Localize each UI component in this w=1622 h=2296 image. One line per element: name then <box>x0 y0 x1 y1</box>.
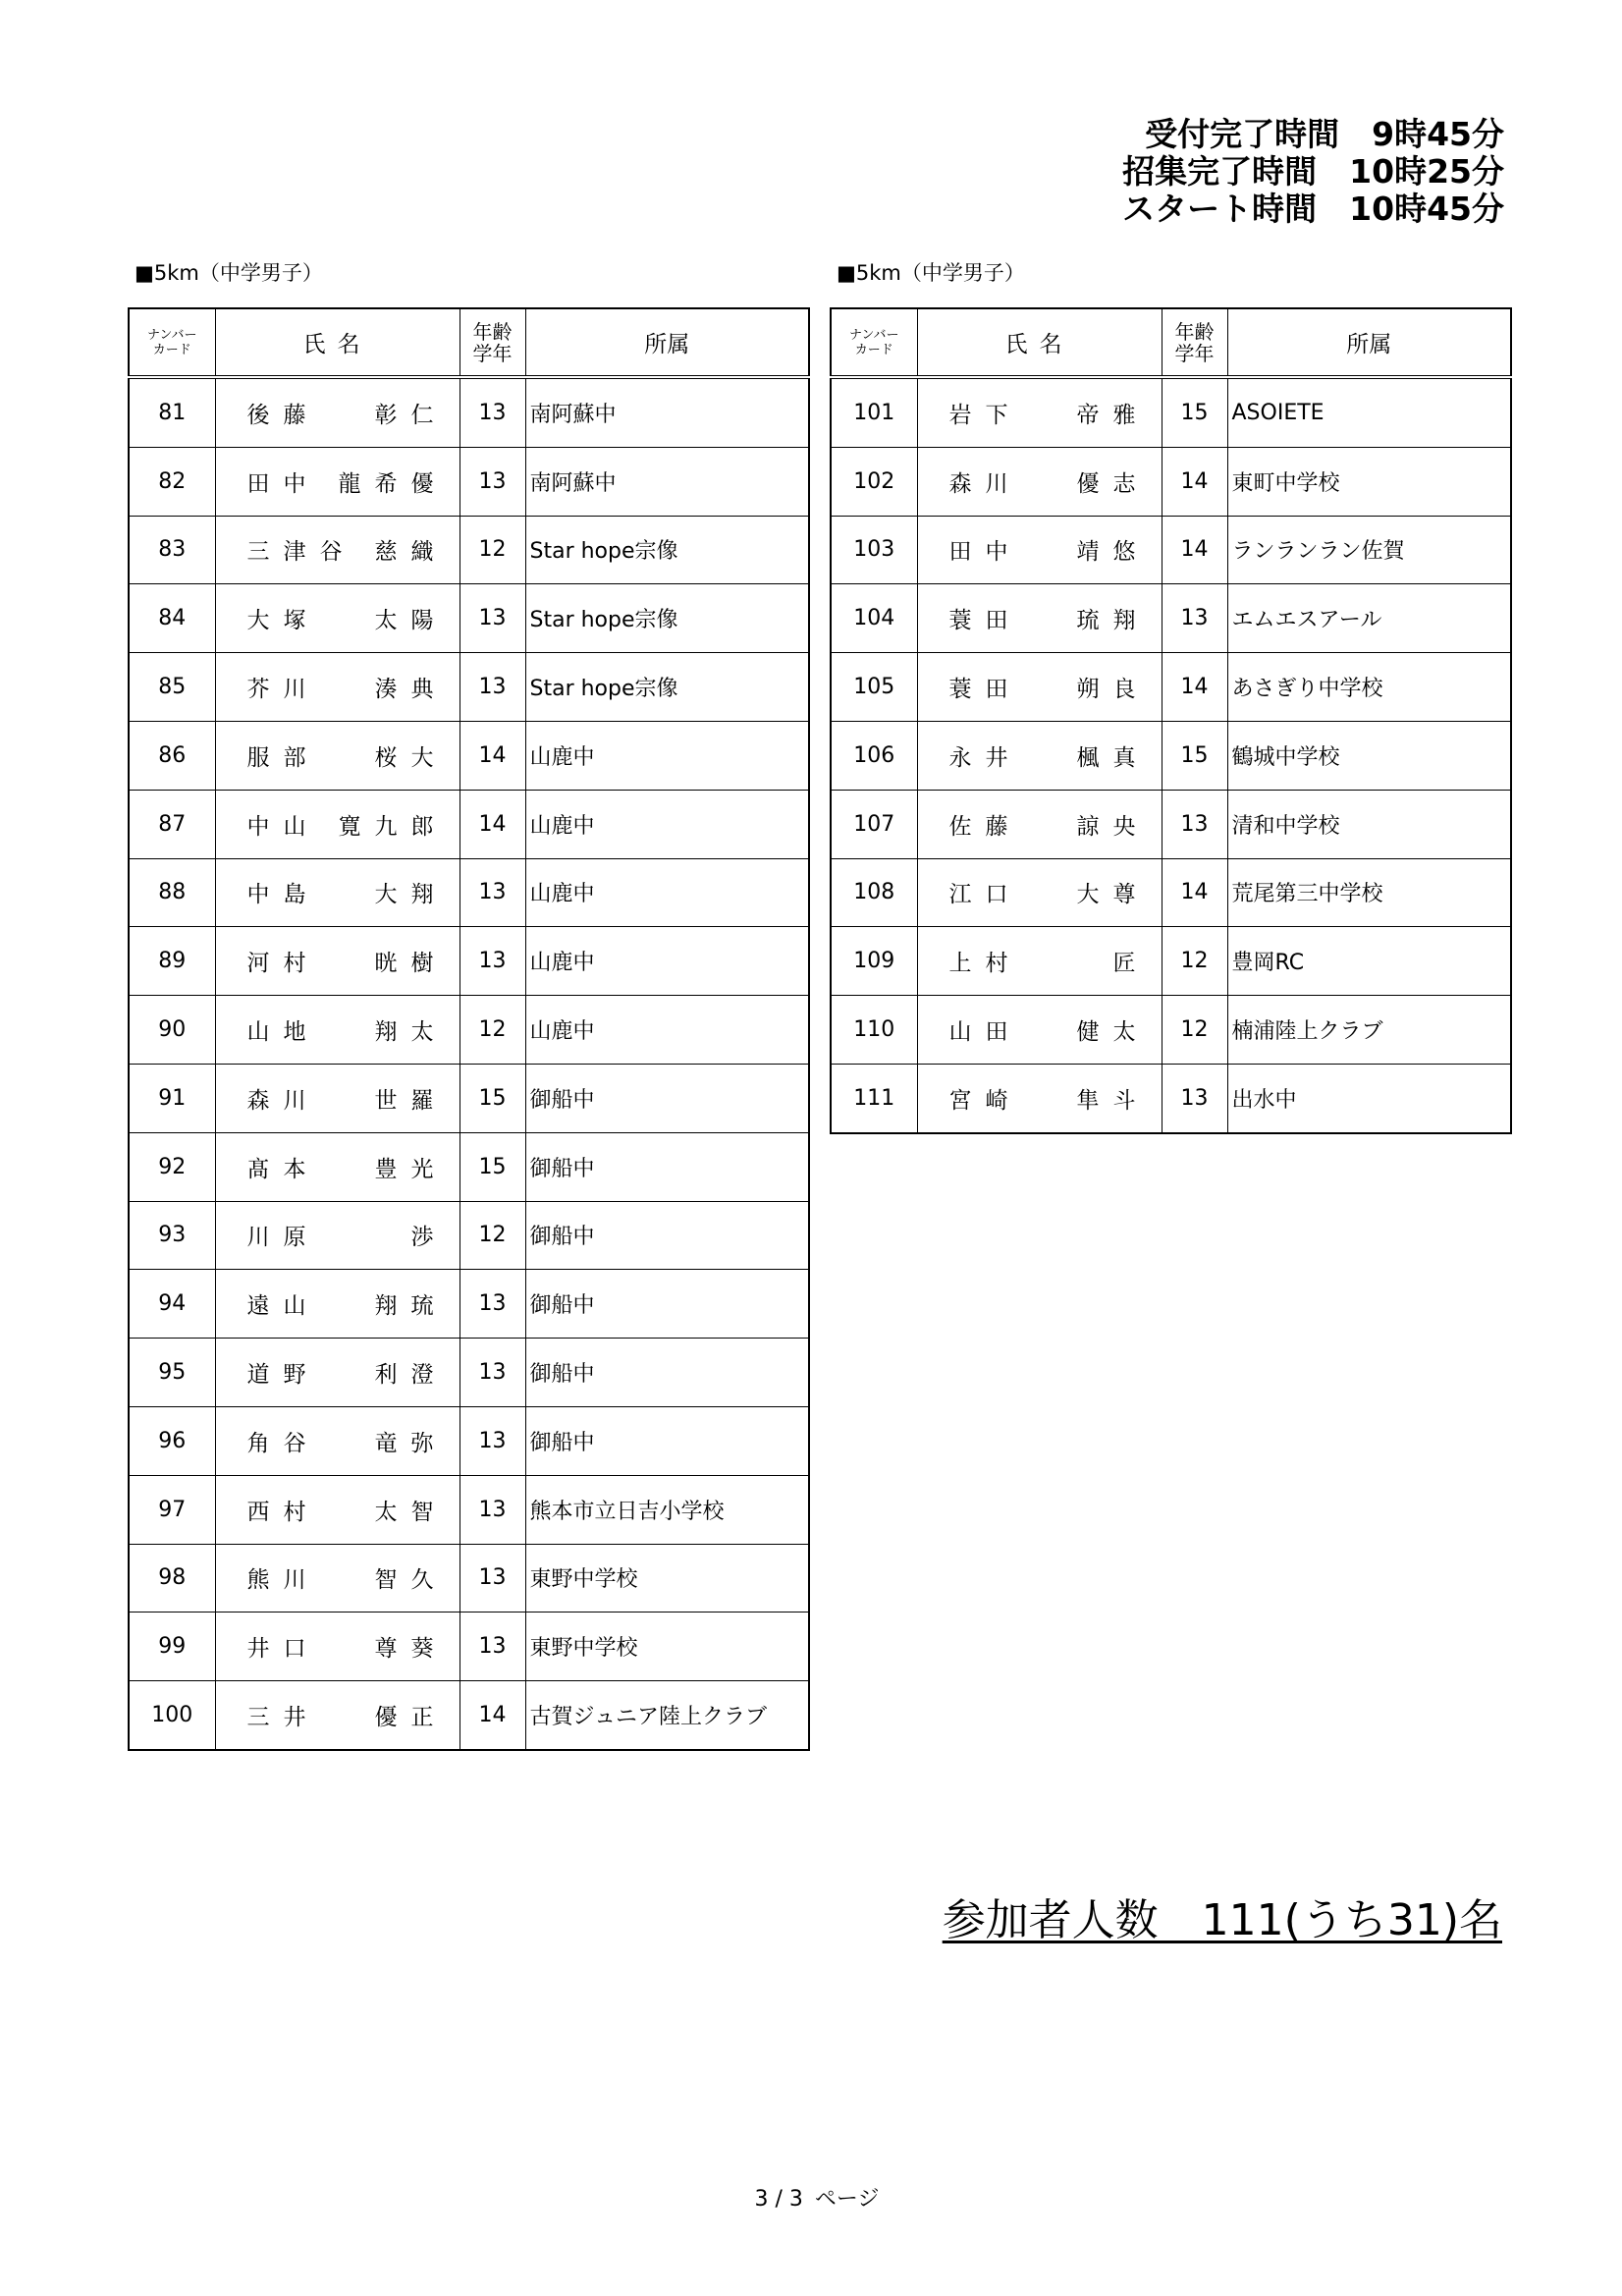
table-row <box>831 584 1511 653</box>
athlete-name <box>215 447 460 516</box>
given-name: 利澄 <box>374 1362 448 1389</box>
family-name: 岩下 <box>948 402 1022 428</box>
table-row <box>129 1544 809 1613</box>
athlete-name <box>215 1201 460 1270</box>
age: 13 <box>1162 790 1227 858</box>
header-number: ナンバー カード <box>129 308 215 377</box>
table-row <box>831 927 1511 996</box>
bib-number: 84 <box>129 584 215 653</box>
start-time: スタート時間 10時45分 <box>1122 190 1504 228</box>
age: 13 <box>460 653 525 722</box>
bib-number: 88 <box>129 858 215 927</box>
age: 15 <box>1162 377 1227 447</box>
bib-number: 95 <box>129 1339 215 1407</box>
header-name: 氏名 <box>917 308 1162 377</box>
table-row <box>129 721 809 790</box>
athlete-name <box>215 721 460 790</box>
family-name: 服部 <box>246 744 320 771</box>
given-name: 大翔 <box>374 882 448 908</box>
header-affiliation: 所属 <box>1227 308 1511 377</box>
affiliation: 出水中 <box>1227 1064 1511 1132</box>
bib-number: 111 <box>831 1064 917 1132</box>
bib-number: 83 <box>129 516 215 584</box>
given-name: 優志 <box>1076 470 1150 497</box>
bib-number: 109 <box>831 927 917 996</box>
bib-number: 86 <box>129 721 215 790</box>
bib-number: 99 <box>129 1613 215 1681</box>
affiliation: 御船中 <box>525 1132 809 1201</box>
family-name: 井口 <box>246 1636 320 1663</box>
given-name: 優正 <box>374 1705 448 1731</box>
age: 13 <box>460 584 525 653</box>
given-name: 靖悠 <box>1076 539 1150 566</box>
age: 14 <box>460 1681 525 1750</box>
family-name: 後藤 <box>246 402 320 428</box>
header-number: ナンバー カード <box>831 308 917 377</box>
athlete-name <box>215 1339 460 1407</box>
family-name: 三井 <box>246 1705 320 1731</box>
table-row <box>129 1613 809 1681</box>
family-name: 三津谷 <box>246 539 356 566</box>
athlete-name <box>917 858 1162 927</box>
age: 12 <box>1162 927 1227 996</box>
athlete-name <box>215 858 460 927</box>
family-name: 山田 <box>948 1019 1022 1046</box>
affiliation: 山鹿中 <box>525 927 809 996</box>
table-row <box>831 1064 1511 1132</box>
page-number: 3 / 3 <box>754 2187 803 2212</box>
age: 15 <box>460 1064 525 1132</box>
age: 13 <box>460 1613 525 1681</box>
reception-deadline: 受付完了時間 9時45分 <box>1145 115 1504 153</box>
page-footer <box>0 2182 1622 2213</box>
age: 13 <box>460 927 525 996</box>
family-name: 森川 <box>948 470 1022 497</box>
affiliation: Star hope宗像 <box>525 653 809 722</box>
affiliation: 東野中学校 <box>525 1544 809 1613</box>
athlete-name <box>917 516 1162 584</box>
right-section-title: ■5km（中学男子） <box>837 261 1025 285</box>
affiliation: 鶴城中学校 <box>1227 721 1511 790</box>
bib-number: 90 <box>129 996 215 1065</box>
affiliation: 御船中 <box>525 1201 809 1270</box>
given-name: 諒央 <box>1076 813 1150 840</box>
athlete-name <box>917 377 1162 447</box>
table-row <box>129 1681 809 1750</box>
entry-table-left <box>128 307 810 1751</box>
bib-number: 105 <box>831 653 917 722</box>
age: 12 <box>460 1201 525 1270</box>
affiliation: 御船中 <box>525 1064 809 1132</box>
given-name: 湊典 <box>374 677 448 703</box>
age: 14 <box>1162 516 1227 584</box>
affiliation: 南阿蘇中 <box>525 377 809 447</box>
affiliation: Star hope宗像 <box>525 516 809 584</box>
family-name: 佐藤 <box>948 813 1022 840</box>
bib-number: 89 <box>129 927 215 996</box>
header-age: 年齢 学年 <box>460 308 525 377</box>
table-row <box>831 996 1511 1065</box>
age: 14 <box>460 790 525 858</box>
bib-number: 91 <box>129 1064 215 1132</box>
table-row <box>129 377 809 447</box>
given-name: 豊光 <box>374 1156 448 1182</box>
athlete-name <box>215 996 460 1065</box>
bib-number: 100 <box>129 1681 215 1750</box>
given-name: 寛九郎 <box>338 813 448 840</box>
affiliation: あさぎり中学校 <box>1227 653 1511 722</box>
bib-number: 92 <box>129 1132 215 1201</box>
athlete-name <box>215 1132 460 1201</box>
affiliation: 東町中学校 <box>1227 447 1511 516</box>
athlete-name <box>215 1544 460 1613</box>
affiliation: 山鹿中 <box>525 858 809 927</box>
age: 12 <box>460 996 525 1065</box>
table-row <box>831 790 1511 858</box>
family-name: 川原 <box>246 1225 320 1251</box>
family-name: 大塚 <box>246 608 320 634</box>
family-name: 中島 <box>246 882 320 908</box>
athlete-name <box>917 996 1162 1065</box>
table-row <box>129 1270 809 1339</box>
given-name: 智久 <box>374 1567 448 1594</box>
bib-number: 101 <box>831 377 917 447</box>
header-affiliation: 所属 <box>525 308 809 377</box>
affiliation: 山鹿中 <box>525 790 809 858</box>
age: 15 <box>1162 721 1227 790</box>
athlete-name <box>917 721 1162 790</box>
athlete-name <box>917 584 1162 653</box>
age: 13 <box>460 1339 525 1407</box>
family-name: 遠山 <box>246 1293 320 1320</box>
family-name: 蓑田 <box>948 677 1022 703</box>
given-name: 隼斗 <box>1076 1087 1150 1114</box>
table-row <box>129 447 809 516</box>
bib-number: 82 <box>129 447 215 516</box>
athlete-name <box>215 790 460 858</box>
left-section-title: ■5km（中学男子） <box>135 261 323 285</box>
table-row <box>129 1201 809 1270</box>
bib-number: 85 <box>129 653 215 722</box>
header-age: 年齢 学年 <box>1162 308 1227 377</box>
family-name: 蓑田 <box>948 608 1022 634</box>
bib-number: 104 <box>831 584 917 653</box>
family-name: 永井 <box>948 744 1022 771</box>
affiliation: 南阿蘇中 <box>525 447 809 516</box>
affiliation: 御船中 <box>525 1406 809 1475</box>
family-name: 中山 <box>246 813 320 840</box>
affiliation: 山鹿中 <box>525 996 809 1065</box>
table-row <box>831 653 1511 722</box>
affiliation: 御船中 <box>525 1339 809 1407</box>
age: 15 <box>460 1132 525 1201</box>
age: 13 <box>460 377 525 447</box>
athlete-name <box>215 1475 460 1544</box>
athlete-name <box>215 1681 460 1750</box>
table-header-row <box>129 308 809 377</box>
given-name: 大尊 <box>1076 882 1150 908</box>
given-name: 琉翔 <box>1076 608 1150 634</box>
given-name: 晄樹 <box>374 951 448 977</box>
table-row <box>129 516 809 584</box>
affiliation: 豊岡RC <box>1227 927 1511 996</box>
bib-number: 98 <box>129 1544 215 1613</box>
table-row <box>831 516 1511 584</box>
age: 13 <box>460 1270 525 1339</box>
age: 12 <box>460 516 525 584</box>
given-name: 桜大 <box>374 744 448 771</box>
athlete-name <box>215 927 460 996</box>
affiliation: エムエスアール <box>1227 584 1511 653</box>
family-name: 河村 <box>246 951 320 977</box>
given-name: 慈織 <box>374 539 448 566</box>
family-name: 角谷 <box>246 1430 320 1456</box>
bib-number: 94 <box>129 1270 215 1339</box>
affiliation: ランランラン佐賀 <box>1227 516 1511 584</box>
given-name: 太陽 <box>374 608 448 634</box>
family-name: 道野 <box>246 1362 320 1389</box>
athlete-name <box>917 1064 1162 1132</box>
given-name: 渉 <box>410 1225 448 1251</box>
given-name: 翔太 <box>374 1019 448 1046</box>
athlete-name <box>215 1613 460 1681</box>
affiliation: 楠浦陸上クラブ <box>1227 996 1511 1065</box>
table-row <box>831 377 1511 447</box>
page-label: ページ <box>814 2187 880 2212</box>
table-header-row <box>831 308 1511 377</box>
bib-number: 81 <box>129 377 215 447</box>
table-row <box>831 858 1511 927</box>
athlete-name <box>215 516 460 584</box>
age: 13 <box>1162 1064 1227 1132</box>
given-name: 龍希優 <box>338 470 448 497</box>
table-row <box>129 584 809 653</box>
family-name: 西村 <box>246 1499 320 1525</box>
age: 13 <box>460 1475 525 1544</box>
header-name: 氏名 <box>215 308 460 377</box>
age: 12 <box>1162 996 1227 1065</box>
affiliation: 荒尾第三中学校 <box>1227 858 1511 927</box>
age: 13 <box>460 447 525 516</box>
age: 14 <box>460 721 525 790</box>
age: 14 <box>1162 447 1227 516</box>
affiliation: 古賀ジュニア陸上クラブ <box>525 1681 809 1750</box>
table-row <box>129 1475 809 1544</box>
athlete-name <box>215 584 460 653</box>
family-name: 髙本 <box>246 1156 320 1182</box>
participant-count: 参加者人数 111(うち31)名 <box>942 1895 1502 1945</box>
family-name: 上村 <box>948 951 1022 977</box>
table-row <box>129 927 809 996</box>
bib-number: 93 <box>129 1201 215 1270</box>
affiliation: 清和中学校 <box>1227 790 1511 858</box>
affiliation: 御船中 <box>525 1270 809 1339</box>
age: 13 <box>460 1406 525 1475</box>
given-name: 尊葵 <box>374 1636 448 1663</box>
family-name: 熊川 <box>246 1567 320 1594</box>
affiliation: 東野中学校 <box>525 1613 809 1681</box>
table-row <box>129 790 809 858</box>
affiliation: 山鹿中 <box>525 721 809 790</box>
table-row <box>129 996 809 1065</box>
family-name: 江口 <box>948 882 1022 908</box>
athlete-name <box>215 377 460 447</box>
age: 14 <box>1162 858 1227 927</box>
bib-number: 103 <box>831 516 917 584</box>
bib-number: 106 <box>831 721 917 790</box>
given-name: 太智 <box>374 1499 448 1525</box>
family-name: 山地 <box>246 1019 320 1046</box>
family-name: 芥川 <box>246 677 320 703</box>
table-row <box>129 1339 809 1407</box>
age: 13 <box>460 1544 525 1613</box>
table-row <box>129 1132 809 1201</box>
schedule-times <box>1122 116 1504 228</box>
given-name: 竜弥 <box>374 1430 448 1456</box>
athlete-name <box>917 927 1162 996</box>
family-name: 田中 <box>948 539 1022 566</box>
bib-number: 108 <box>831 858 917 927</box>
given-name: 彰仁 <box>374 402 448 428</box>
table-row <box>831 447 1511 516</box>
given-name: 朔良 <box>1076 677 1150 703</box>
bib-number: 96 <box>129 1406 215 1475</box>
assembly-deadline: 招集完了時間 10時25分 <box>1122 152 1504 191</box>
given-name: 健太 <box>1076 1019 1150 1046</box>
bib-number: 107 <box>831 790 917 858</box>
bib-number: 87 <box>129 790 215 858</box>
given-name: 世羅 <box>374 1087 448 1114</box>
age: 13 <box>1162 584 1227 653</box>
athlete-name <box>215 1064 460 1132</box>
affiliation: Star hope宗像 <box>525 584 809 653</box>
table-row <box>129 1406 809 1475</box>
affiliation: ASOIETE <box>1227 377 1511 447</box>
athlete-name <box>917 790 1162 858</box>
bib-number: 102 <box>831 447 917 516</box>
family-name: 森川 <box>246 1087 320 1114</box>
bib-number: 110 <box>831 996 917 1065</box>
athlete-name <box>215 1270 460 1339</box>
bib-number: 97 <box>129 1475 215 1544</box>
athlete-name <box>917 653 1162 722</box>
table-row <box>129 858 809 927</box>
family-name: 田中 <box>246 470 320 497</box>
given-name: 翔琉 <box>374 1293 448 1320</box>
affiliation: 熊本市立日吉小学校 <box>525 1475 809 1544</box>
athlete-name <box>215 653 460 722</box>
athlete-name <box>917 447 1162 516</box>
athlete-name <box>215 1406 460 1475</box>
table-row <box>831 721 1511 790</box>
entry-table-right <box>830 307 1512 1134</box>
age: 13 <box>460 858 525 927</box>
age: 14 <box>1162 653 1227 722</box>
given-name: 帝雅 <box>1076 402 1150 428</box>
table-row <box>129 1064 809 1132</box>
table-row <box>129 653 809 722</box>
given-name: 楓真 <box>1076 744 1150 771</box>
family-name: 宮崎 <box>948 1087 1022 1114</box>
given-name: 匠 <box>1112 951 1150 977</box>
